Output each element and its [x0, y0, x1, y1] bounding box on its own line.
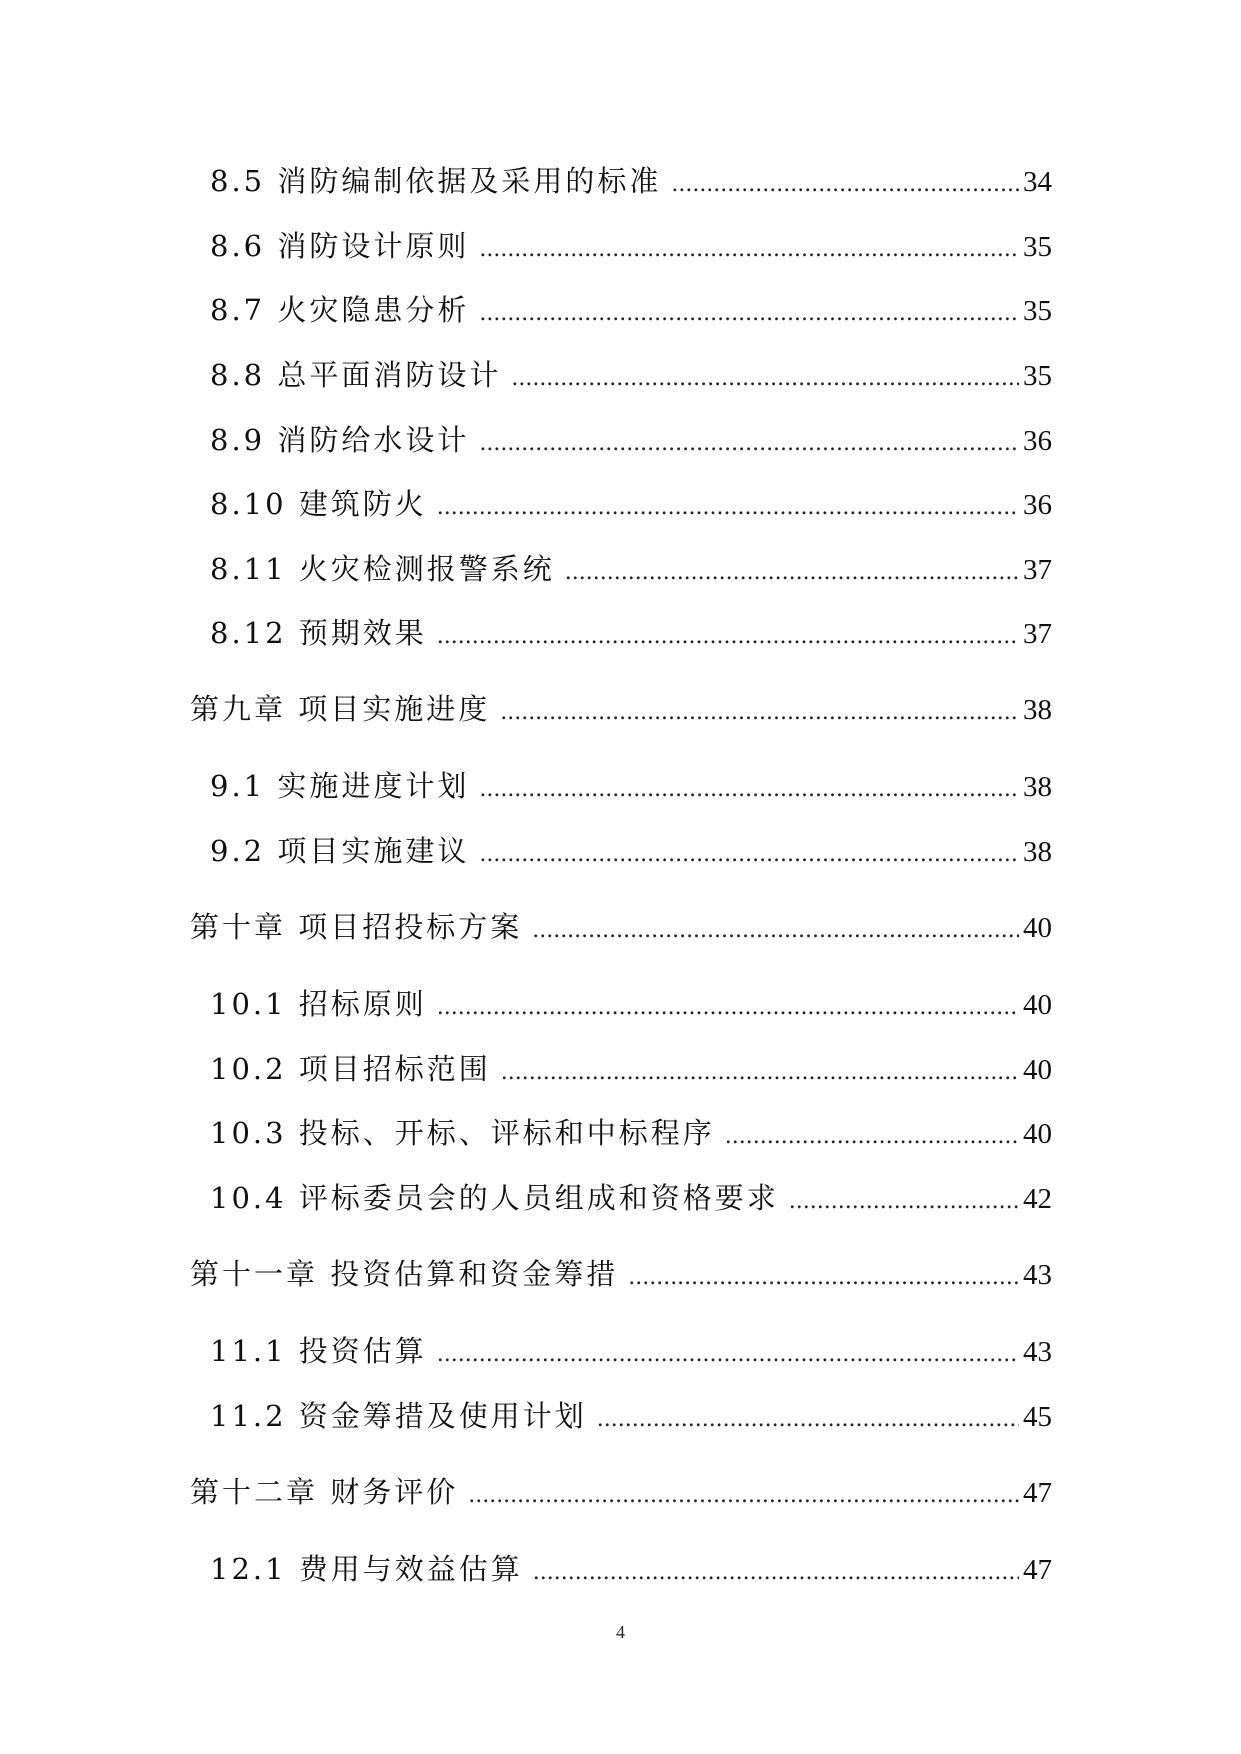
- toc-dot-leader: [725, 1119, 1019, 1155]
- toc-entry[interactable]: [210, 163, 1052, 199]
- toc-entry-page: 38: [1023, 836, 1052, 868]
- toc-entry-page: 34: [1023, 166, 1052, 198]
- toc-entry-page: 47: [1023, 1554, 1052, 1586]
- toc-entry-page: 35: [1023, 360, 1052, 392]
- toc-entry-title: 第十二章 财务评价: [190, 1475, 459, 1509]
- toc-dot-leader: [565, 555, 1019, 591]
- toc-dot-leader: [468, 1478, 1019, 1514]
- toc-entry-title: 8.8 总平面消防设计: [210, 358, 502, 392]
- toc-dot-leader: [597, 1402, 1019, 1438]
- toc-entry-page: 35: [1023, 231, 1052, 263]
- toc-entry[interactable]: [210, 486, 1052, 522]
- toc-entry-page: 37: [1023, 554, 1052, 586]
- toc-entry-title: 8.12 预期效果: [210, 616, 427, 650]
- toc-entry-page: 38: [1023, 771, 1052, 803]
- toc-entry-title: 9.2 项目实施建议: [210, 834, 470, 868]
- toc-entry-title: 8.6 消防设计原则: [210, 229, 470, 263]
- toc-chapter-entry[interactable]: [190, 1256, 1052, 1292]
- toc-entry-page: 40: [1023, 912, 1052, 944]
- toc-entry-title: 9.1 实施进度计划: [210, 769, 470, 803]
- toc-entry-title: 8.10 建筑防火: [210, 487, 427, 521]
- toc-entry[interactable]: [210, 551, 1052, 587]
- toc-entry[interactable]: [210, 228, 1052, 264]
- toc-entry-title: 8.11 火灾检测报警系统: [210, 552, 555, 586]
- toc-entry-title: 10.2 项目招标范围: [210, 1052, 491, 1086]
- toc-dot-leader: [511, 361, 1019, 397]
- toc-entry-page: 36: [1023, 489, 1052, 521]
- toc-dot-leader: [501, 1055, 1019, 1091]
- toc-entry[interactable]: [210, 1333, 1052, 1369]
- toc-entry-title: 第十章 项目招投标方案: [190, 910, 523, 944]
- toc-chapter-entry[interactable]: [190, 691, 1052, 727]
- toc-chapter-entry[interactable]: [190, 909, 1052, 945]
- toc-chapter-entry[interactable]: [190, 1474, 1052, 1510]
- toc-entry[interactable]: [210, 833, 1052, 869]
- toc-entry-page: 38: [1023, 694, 1052, 726]
- toc-dot-leader: [671, 167, 1019, 203]
- toc-entry-page: 40: [1023, 1118, 1052, 1150]
- toc-dot-leader: [479, 837, 1019, 873]
- toc-dot-leader: [479, 232, 1019, 268]
- toc-entry-page: 43: [1023, 1259, 1052, 1291]
- toc-dot-leader: [533, 1555, 1019, 1591]
- toc-entry-page: 47: [1023, 1477, 1052, 1509]
- toc-entry-page: 35: [1023, 295, 1052, 327]
- toc-entry-title: 11.2 资金筹措及使用计划: [210, 1399, 587, 1433]
- toc-entry[interactable]: [210, 1551, 1052, 1587]
- toc-entry-title: 8.5 消防编制依据及采用的标准: [210, 164, 662, 198]
- toc-entry[interactable]: [210, 1051, 1052, 1087]
- page-number: 4: [616, 1622, 625, 1642]
- toc-entry-title: 10.4 评标委员会的人员组成和资格要求: [210, 1181, 779, 1215]
- toc-entry[interactable]: [210, 768, 1052, 804]
- toc-entry[interactable]: [210, 615, 1052, 651]
- toc-entry-page: 40: [1023, 989, 1052, 1021]
- toc-entry-title: 8.9 消防给水设计: [210, 423, 470, 457]
- toc-dot-leader: [437, 619, 1019, 655]
- toc-entry-page: 45: [1023, 1401, 1052, 1433]
- toc-dot-leader: [437, 990, 1019, 1026]
- toc-dot-leader: [479, 296, 1019, 332]
- toc-entry-title: 11.1 投资估算: [210, 1334, 427, 1368]
- toc-dot-leader: [437, 1337, 1019, 1373]
- toc-entry-title: 第十一章 投资估算和资金筹措: [190, 1257, 619, 1291]
- toc-entry[interactable]: [210, 357, 1052, 393]
- toc-entry[interactable]: [210, 1115, 1052, 1151]
- toc-entry-title: 8.7 火灾隐患分析: [210, 293, 470, 327]
- toc-dot-leader: [789, 1184, 1019, 1220]
- toc-entry-page: 42: [1023, 1183, 1052, 1215]
- toc-entry-title: 12.1 费用与效益估算: [210, 1552, 523, 1586]
- toc-dot-leader: [479, 772, 1019, 808]
- toc-dot-leader: [628, 1260, 1019, 1296]
- toc-entry[interactable]: [210, 1398, 1052, 1434]
- toc-dot-leader: [500, 695, 1019, 731]
- toc-dot-leader: [437, 490, 1019, 526]
- toc-entry[interactable]: [210, 422, 1052, 458]
- toc-entry-page: 37: [1023, 618, 1052, 650]
- toc-entry-page: 43: [1023, 1336, 1052, 1368]
- toc-entry-title: 10.3 投标、开标、评标和中标程序: [210, 1116, 715, 1150]
- toc-entry[interactable]: [210, 292, 1052, 328]
- toc-entry-title: 第九章 项目实施进度: [190, 692, 491, 726]
- toc-entry-page: 36: [1023, 425, 1052, 457]
- toc-entry[interactable]: [210, 1180, 1052, 1216]
- toc-entry[interactable]: [210, 986, 1052, 1022]
- toc-entry-page: 40: [1023, 1054, 1052, 1086]
- toc-entry-title: 10.1 招标原则: [210, 987, 427, 1021]
- toc-dot-leader: [532, 913, 1019, 949]
- toc-dot-leader: [479, 426, 1019, 462]
